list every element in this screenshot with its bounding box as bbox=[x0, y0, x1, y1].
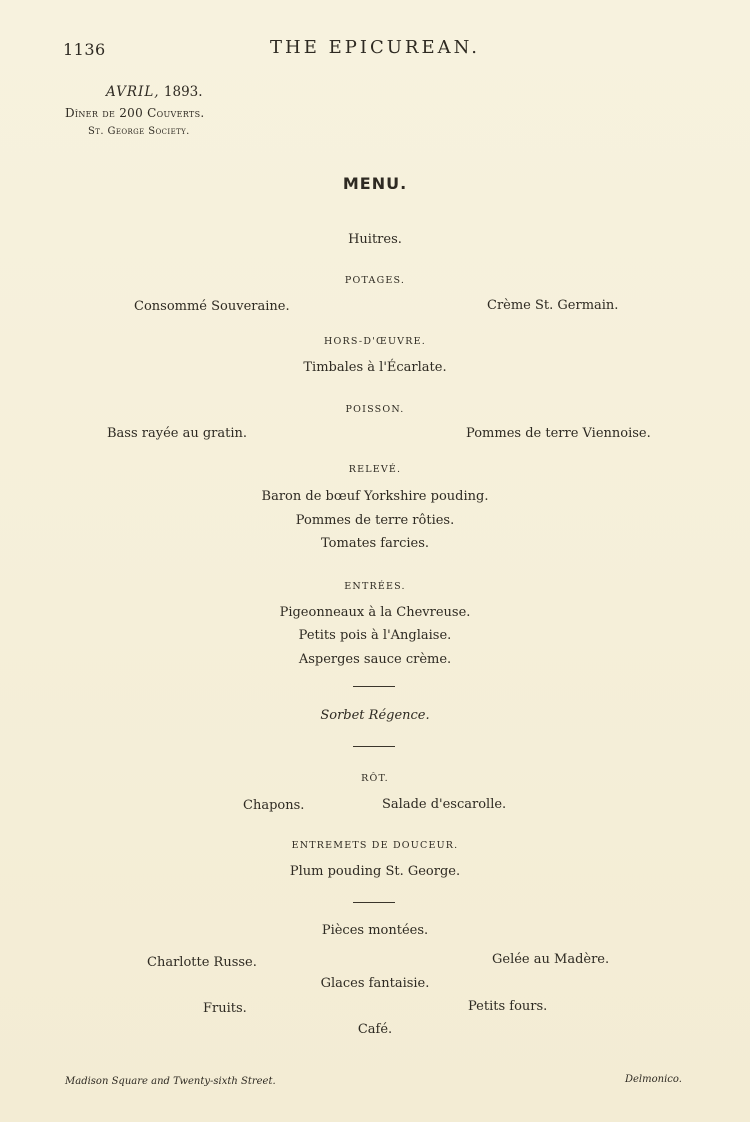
footer-restaurant: Delmonico. bbox=[625, 1074, 682, 1085]
date-line bbox=[106, 84, 203, 100]
dish-pommes-roties: Pommes de terre rôties. bbox=[295, 513, 455, 528]
dish-sorbet: Sorbet Régence. bbox=[320, 708, 430, 723]
dish-creme-st-germain: Crème St. Germain. bbox=[487, 298, 619, 313]
menu-heading: MENU. bbox=[342, 174, 408, 193]
divider-rule bbox=[353, 746, 395, 747]
dish-petits-pois: Petits pois à l'Anglaise. bbox=[298, 628, 452, 643]
page-number: 1136 bbox=[63, 40, 106, 59]
running-title: THE EPICUREAN. bbox=[270, 37, 480, 58]
dish-gelee: Gelée au Madère. bbox=[492, 952, 610, 967]
dinner-line: Dîner de 200 Couverts. bbox=[65, 106, 205, 120]
dish-timbales: Timbales à l'Écarlate. bbox=[303, 360, 447, 375]
dish-petits-fours: Petits fours. bbox=[468, 999, 548, 1014]
dish-salade: Salade d'escarolle. bbox=[382, 797, 507, 812]
dish-fruits: Fruits. bbox=[203, 1001, 247, 1016]
event-month: AVRIL, bbox=[106, 84, 160, 100]
footer-address: Madison Square and Twenty-sixth Street. bbox=[65, 1076, 276, 1087]
course-potages: POTAGES. bbox=[344, 275, 406, 286]
course-entrees: ENTRÉES. bbox=[344, 581, 406, 592]
dish-oysters: Huitres. bbox=[348, 232, 402, 247]
dish-cafe: Café. bbox=[357, 1022, 393, 1037]
society-line: St. George Society. bbox=[88, 126, 190, 137]
course-entremets: ENTREMETS DE DOUCEUR. bbox=[291, 840, 459, 851]
dish-charlotte-russe: Charlotte Russe. bbox=[147, 955, 257, 970]
event-year: 1893. bbox=[163, 84, 203, 100]
course-rot: RÔT. bbox=[361, 773, 389, 784]
dish-glaces: Glaces fantaisie. bbox=[320, 976, 430, 991]
divider-rule bbox=[353, 686, 395, 687]
course-hors-doeuvre: HORS-D'ŒUVRE. bbox=[324, 336, 426, 347]
dish-consomme: Consommé Souveraine. bbox=[134, 299, 290, 314]
dish-tomates-farcies: Tomates farcies. bbox=[321, 536, 429, 551]
dish-chapons: Chapons. bbox=[243, 798, 305, 813]
dish-pommes-viennoise: Pommes de terre Viennoise. bbox=[466, 426, 651, 441]
dish-bass: Bass rayée au gratin. bbox=[107, 426, 248, 441]
dish-pieces-montees: Pièces montées. bbox=[321, 923, 429, 938]
divider-rule bbox=[353, 902, 395, 903]
dish-pigeonneaux: Pigeonneaux à la Chevreuse. bbox=[279, 605, 471, 620]
course-releve: RELEVÉ. bbox=[348, 464, 402, 475]
course-poisson: POISSON. bbox=[345, 404, 405, 415]
dish-baron-de-boeuf: Baron de bœuf Yorkshire pouding. bbox=[261, 489, 489, 504]
dish-plum-pouding: Plum pouding St. George. bbox=[289, 864, 461, 879]
dish-asperges: Asperges sauce crème. bbox=[298, 652, 452, 667]
